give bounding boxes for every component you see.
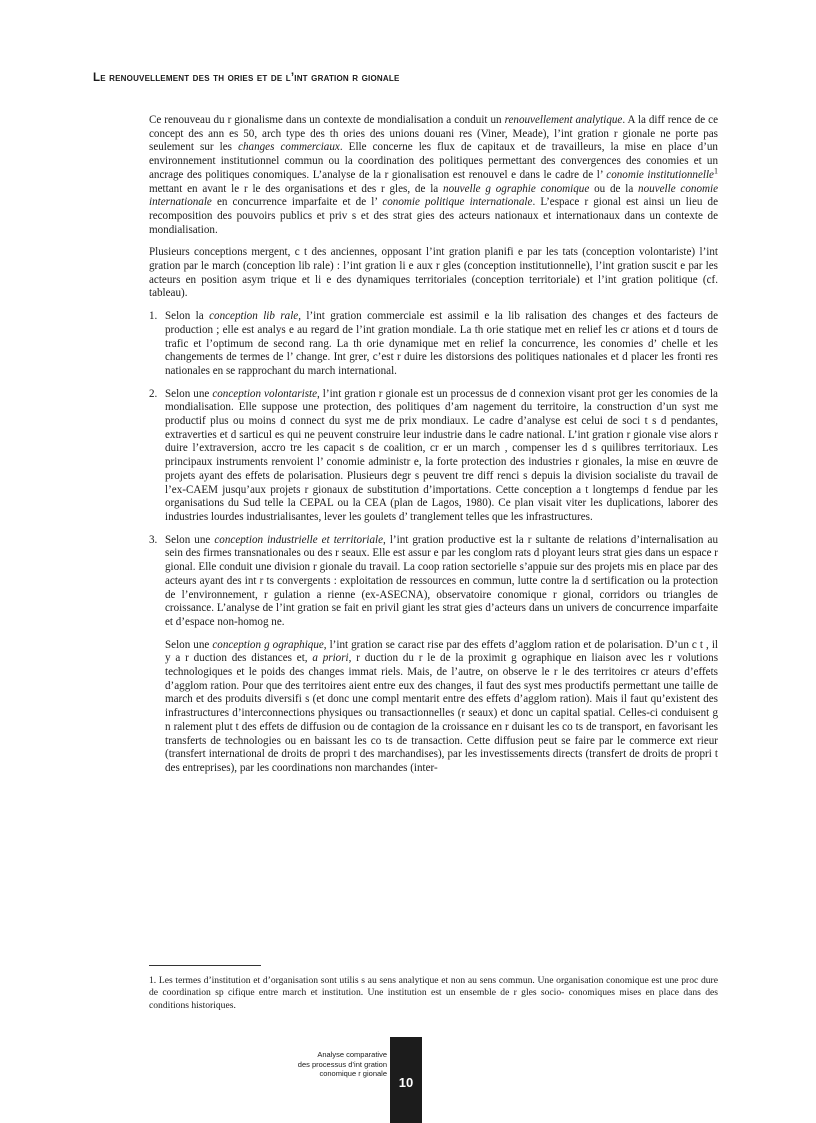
paragraph-geographic: Selon une conception g ographique, l’int gration se caract rise par des effets d’agglom ration et de polarisation. D’un c t , il y a r duction des distances et, a priori, r duction du r le de la proximit g ographique en liaison avec les r volutions technologiques et le poids des changes immat riels. Mais, de l’autre, on observe le r le des territoires cr ateurs d’effets d’agglom ration. Pour que des territoires aient entre eux des changes, il faut des syst mes productifs permettant une taille de march et des produits diversifi s (et donc une compl mentarit entre des effets d’agglom ration). Mais il faut qu’existent des infrastructures d’interconnections physiques ou transactionnelles (r seaux) et donc un capital spatial. Celles-ci conduisent g n ralement plut t des effets de diffusion ou de contagion de la croissance en r duisant les co ts de transport, en favorisant les transferts de technologies ou en baissant les co ts de transaction. Cette diffusion peut se faire par le commerce ext rieur (transfert international de droits de propri t des marchandises), par les investissements directs (transfert de droits de propri t des entreprises), par les coordinations non marchandes (inter- [165, 638, 719, 774]
list-item: 3. Selon une conception industrielle et territoriale, l’int gration productive est la r sultante de relations d’internalisation au sein des firmes transnationales ou des r seaux. Elle est assur e par les conglom rats d ployant leurs strat gies dans un espace r gional. Elle conduit une division r gionale du travail. La coop ration sectorielle s’appuie sur des projets mis en place par des acteurs ayant des int r ts convergents : exploitation de ressources en commun, lutte contre la d sertification ou la protection de l’environnement, r gulation a rienne (ex-ASECNA), observatoire conomique r gional, corridors ou triangles de croissance. L’analyse de l’int gration se fait en privil giant les strat gies d’acteurs dans un univers de concurrence imparfaite et d’espace non-homog ne. [149, 533, 718, 628]
page-number-tab [390, 1037, 422, 1123]
footnote: 1. Les termes d’institution et d’organisation sont utilis s au sens analytique et non au sens commun. Une organisation conomique est une proc dure de coordination sp cifique entre march et institution. Une institution est un ensemble de r gles socio- conomiques mises en place dans des conditions historiques. [149, 975, 718, 1011]
footer-line: conomique r gionale [319, 1069, 387, 1079]
body-text [149, 114, 718, 785]
conceptions-list [149, 310, 718, 629]
page-number: 10 [398, 1075, 414, 1090]
footnote-divider [149, 965, 261, 966]
paragraph-conceptions: Plusieurs conceptions mergent, c t des anciennes, opposant l’int gration planifi e par les tats (conception volontariste) l’int gration par le march (conception lib rale) : l’int gration li e aux r gles (conception institutionnelle), l’int gration suscit e par les acteurs en position asym trique et li e des dynamiques territoriales (conception territoriale) et l’int gration politique (cf. tableau). [149, 246, 718, 300]
list-item: 2. Selon une conception volontariste, l’int gration r gionale est un processus de d connexion visant prot ger les conomies de la mondialisation. Elle suppose une protection, des politiques d’am nagement du territoire, la construction d’un syst me productif plus ou moins d connect du syst me de prix mondiaux. Le cadre d’analyse est celui de soci t s d pendantes, extraverties et d sarticul es qui ne peuvent construire leur industrie dans le cadre national. L’int gration r gionale vise alors r duire l’extraversion, accro tre les capacit s de coalition, cr er un march , compenser les d s quilibres territoriaux. Les principaux instruments renvoient l’ conomie administr e, la forte protection des industries r gionales, la mise en œuvre de projets ayant des effets de polarisation. Plusieurs degr s peuvent tre diff renci s depuis la division socialiste du travail de l’ex-CAEM jusqu’aux projets r gionaux de substitution d’importations. Cette conception a t longtemps d fendue par les organisations du Sud telle la CEPAL ou la CEA (plan de Lagos, 1980). Ce plan visait viter les duplications, laborer des industries lourdes industrialisantes, lever les goulets d’ tranglement telles que les infrastructures. [149, 387, 718, 523]
section-heading: Le renouvellement des th ories et de l’int gration r gionale [93, 72, 400, 84]
footer-line: des processus d’int gration [297, 1059, 387, 1069]
footnote-ref[interactable]: 1 [713, 166, 718, 176]
running-footer [262, 1050, 387, 1079]
list-item: 1. Selon la conception lib rale, l’int gration commerciale est assimil e la lib ralisation des changes et des facteurs de production ; elle est analys e au regard de l’int gration mondiale. La th orie statique met en relief les cr ations et d tours de trafic et l’optimum de second rang. La th orie dynamique met en relief la concurrence, les conomies d’ chelle et les changements de termes de l’ change. Int grer, c’est r duire les distorsions des politiques nationales et d placer les fronti res nationales en se rapprochant du march international. [149, 310, 718, 377]
paragraph-intro: Ce renouveau du r gionalisme dans un contexte de mondialisation a conduit un renouvellement analytique. A la diff rence de ce concept des ann es 50, arch type des th ories des unions douani res (Viner, Meade), l’int gration r gionale ne porte pas seulement sur les changes commerciaux. Elle concerne les flux de capitaux et de travailleurs, la mise en place d’un environnement institutionnel commun ou la coordination des politiques permettant des convergences des conomies et un ancrage des politiques conomiques. L’analyse de la r gionalisation est renouvel e dans le cadre de l’ conomie institutionnelle$^1$ mettant en avant le r le des organisations et des r gles, de la nouvelle g ographie conomique ou de la nouvelle conomie internationale en concurrence imparfaite et de l’ conomie politique internationale. L’espace r gional est ainsi un lieu de recomposition des pouvoirs publics et priv s et des strat gies des acteurs nationaux et internationaux dans un contexte de mondialisation. [149, 114, 719, 236]
footer-line: Analyse comparative [317, 1050, 387, 1059]
